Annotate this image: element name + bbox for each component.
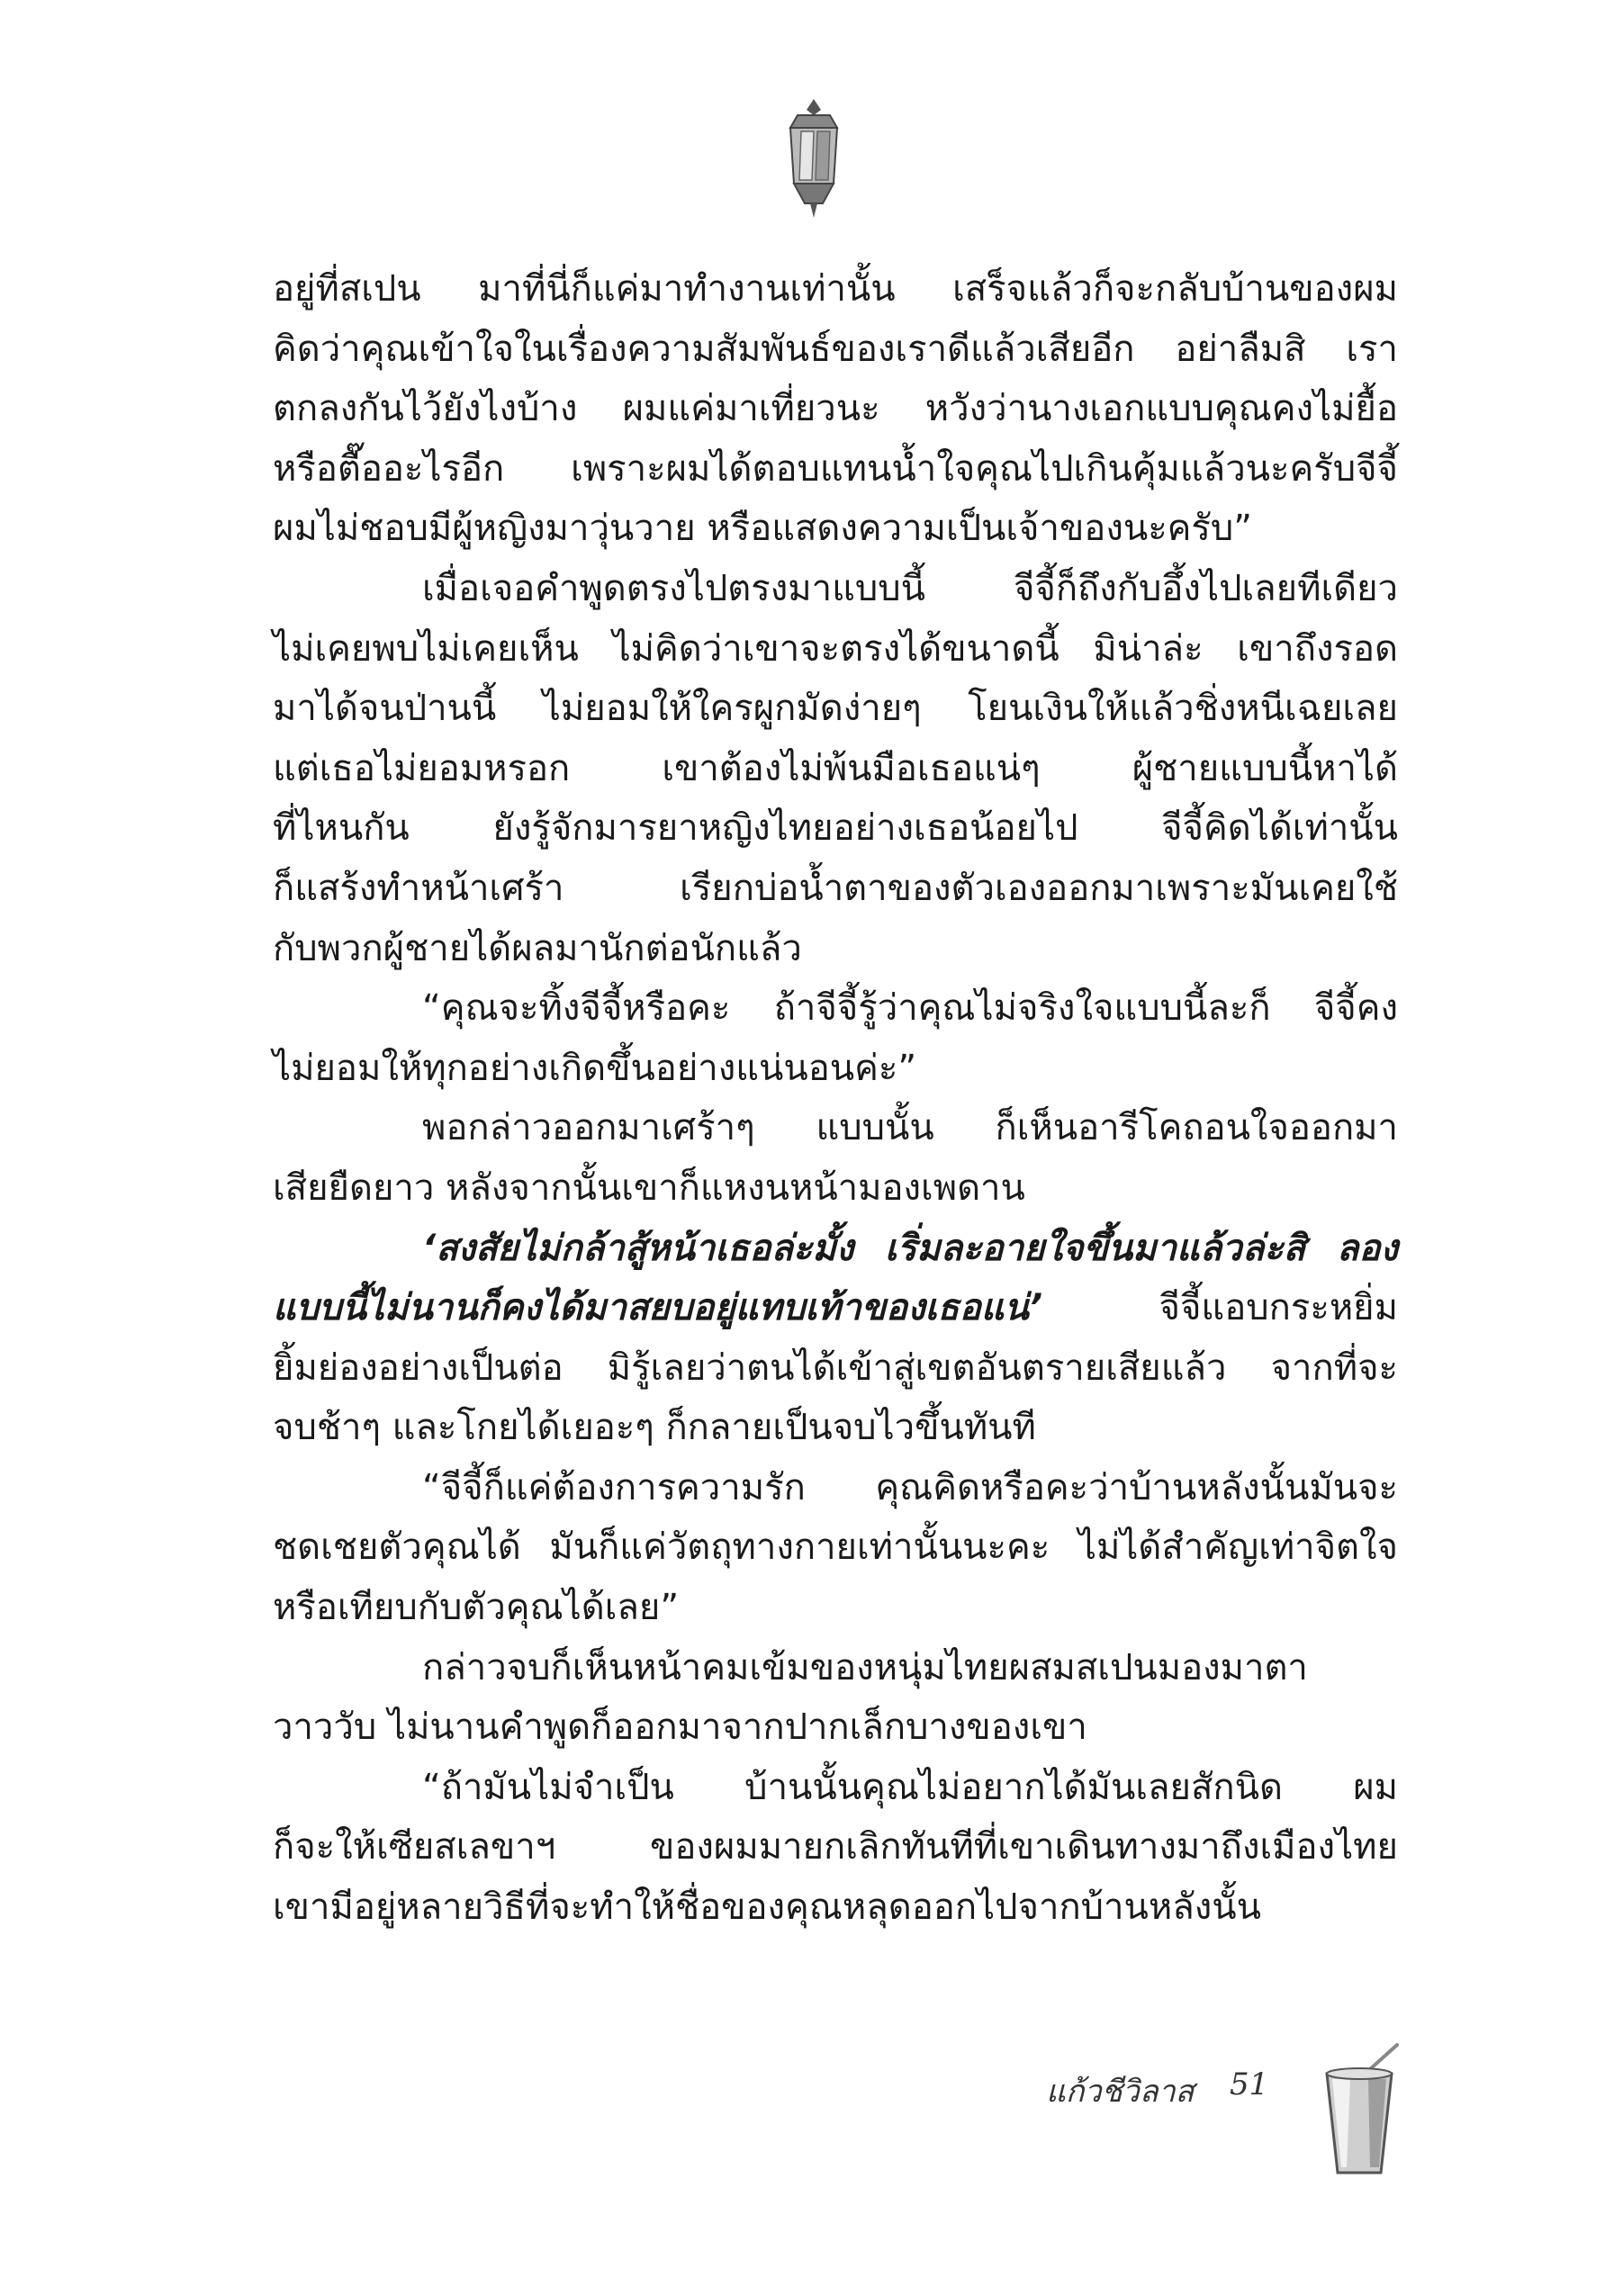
- text-line: “ถ้ามันไม่จำเป็น บ้านนั้นคุณไม่อยากได้มันเลยสักนิด ผม: [422, 1766, 1398, 1808]
- text-line: ชดเชยตัวคุณได้ มันก็แค่วัตถุทางกายเท่านั้นนะคะ ไม่ได้สำคัญเท่าจิตใจ: [273, 1526, 1398, 1569]
- page-number: 51: [1230, 2066, 1269, 2102]
- text-line: ก็แสร้งทำหน้าเศร้า เรียกบ่อน้ำตาของตัวเองออกมาเพราะมันเคยใช้: [273, 867, 1398, 909]
- text-line: หรือเทียบกับตัวคุณได้เลย”: [273, 1587, 680, 1629]
- text-line: คิดว่าคุณเข้าใจในเรื่องความสัมพันธ์ของเราดีแล้วเสียอีก อย่าลืมสิ เรา: [273, 328, 1398, 370]
- lantern-icon: [771, 97, 857, 220]
- text-line: กับพวกผู้ชายได้ผลมานักต่อนักแล้ว: [273, 927, 802, 969]
- italic-segment: แบบนี้ไม่นานก็คงได้มาสยบอยู่แทบเท้าของเธอแน่’: [273, 1287, 1043, 1329]
- book-title: แก้วชีวิลาส: [1046, 2074, 1195, 2110]
- text-line: “คุณจะทิ้งจีจี้หรือคะ ถ้าจีจี้รู้ว่าคุณไม่จริงใจแบบนี้ละก็ จีจี้คง: [422, 987, 1398, 1030]
- text-line: อยู่ที่สเปน มาที่นี่ก็แค่มาทำงานเท่านั้น เสร็จแล้วก็จะกลับบ้านของผม: [273, 268, 1398, 310]
- text-line: กล่าวจบก็เห็นหน้าคมเข้มของหนุ่มไทยผสมสเปนมองมาตา: [422, 1646, 1308, 1688]
- glass-icon: [1314, 2041, 1404, 2176]
- text-line: ที่ไหนกัน ยังรู้จักมารยาหญิงไทยอย่างเธอน้อยไป จีจี้คิดได้เท่านั้น: [273, 807, 1398, 850]
- text-line: เสียยืดยาว หลังจากนั้นเขาก็แหงนหน้ามองเพดาน: [273, 1166, 1025, 1209]
- body-text: [273, 259, 1398, 1938]
- text-line: “จีจี้ก็แค่ต้องการความรัก คุณคิดหรือคะว่าบ้านหลังนั้นมันจะ: [422, 1466, 1398, 1508]
- text-line: ก็จะให้เซียสเลขาฯ ของผมมายกเลิกทันทีที่เขาเดินทางมาถึงเมืองไทย: [273, 1826, 1398, 1868]
- text-line: จบช้าๆ และโกยได้เยอะๆ ก็กลายเป็นจบไวขึ้นทันที: [273, 1407, 1036, 1449]
- text-line-mixed: [273, 1278, 1398, 1338]
- text-line: ไม่ยอมให้ทุกอย่างเกิดขึ้นอย่างแน่นอนค่ะ”: [273, 1047, 917, 1089]
- text-line: ผมไม่ชอบมีผู้หญิงมาวุ่นวาย หรือแสดงความเป็นเจ้าของนะครับ”: [273, 508, 1253, 550]
- text-line: ยิ้มย่องอย่างเป็นต่อ มิรู้เลยว่าตนได้เข้าสู่เขตอันตรายเสียแล้ว จากที่จะ: [273, 1346, 1398, 1389]
- text-line: ไม่เคยพบไม่เคยเห็น ไม่คิดว่าเขาจะตรงได้ขนาดนี้ มิน่าล่ะ เขาถึงรอด: [273, 627, 1398, 670]
- text-line: พอกล่าวออกมาเศร้าๆ แบบนั้น ก็เห็นอารีโคถอนใจออกมา: [422, 1107, 1398, 1149]
- text-line: ตกลงกันไว้ยังไงบ้าง ผมแค่มาเที่ยวนะ หวังว่านางเอกแบบคุณคงไม่ยื้อ: [273, 388, 1398, 430]
- text-line: เมื่อเจอคำพูดตรงไปตรงมาแบบนี้ จีจี้ก็ถึงกับอึ้งไปเลยทีเดียว: [422, 567, 1398, 609]
- text-line: มาได้จนป่านนี้ ไม่ยอมให้ใครผูกมัดง่ายๆ โยนเงินให้แล้วชิ่งหนีเฉยเลย: [273, 688, 1398, 730]
- text-line: เขามีอยู่หลายวิธีที่จะทำให้ชื่อของคุณหลุดออกไปจากบ้านหลังนั้น: [273, 1886, 1261, 1929]
- text-line: วาววับ ไม่นานคำพูดก็ออกมาจากปากเล็กบางของเขา: [273, 1706, 1087, 1749]
- text-line: หรือตื๊ออะไรอีก เพราะผมได้ตอบแทนน้ำใจคุณไปเกินคุ้มแล้วนะครับจีจี้: [273, 447, 1398, 490]
- text-line-italic: ‘สงสัยไม่กล้าสู้หน้าเธอล่ะมั้ง เริ่มละอายใจขึ้นมาแล้วล่ะสิ ลอง: [422, 1227, 1398, 1269]
- plain-segment: จีจี้แอบกระหยิ่ม: [1042, 1287, 1398, 1329]
- text-line: แต่เธอไม่ยอมหรอก เขาต้องไม่พ้นมือเธอแน่ๆ ผู้ชายแบบนี้หาได้: [273, 747, 1398, 789]
